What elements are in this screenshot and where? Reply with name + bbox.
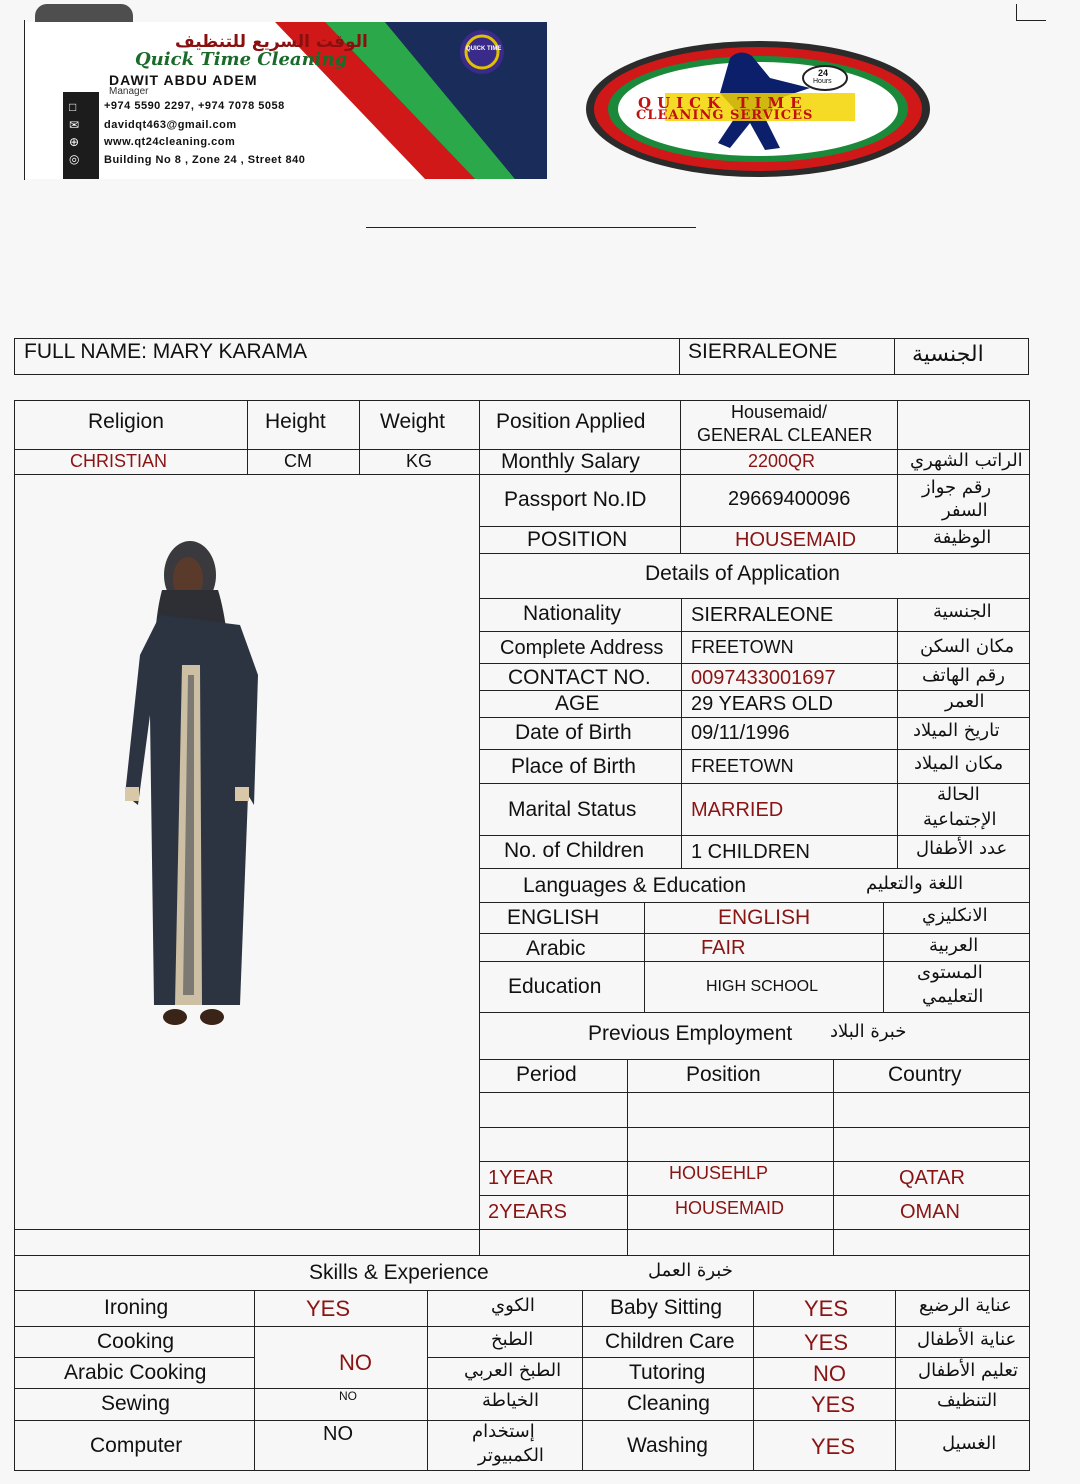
detail-ar: مكان السكن bbox=[920, 636, 1015, 657]
page-edge-corner-v bbox=[1016, 4, 1017, 20]
detail-value: FREETOWN bbox=[691, 637, 794, 657]
detail-ar: عدد الأطفال bbox=[916, 838, 1008, 859]
business-card-address: Building No 8 , Zone 24 , Street 840 bbox=[104, 154, 306, 166]
grid-line bbox=[14, 1229, 1030, 1230]
detail-label: Date of Birth bbox=[515, 721, 632, 744]
detail-value: 0097433001697 bbox=[691, 667, 836, 689]
grid-line bbox=[479, 598, 1030, 599]
skill-ar: الخياطة bbox=[482, 1390, 539, 1411]
skill-ar: عناية الرضيع bbox=[919, 1295, 1012, 1316]
languages-title-ar: اللغة والتعليم bbox=[866, 873, 964, 894]
header-divider bbox=[366, 227, 696, 228]
detail-ar-2: الإجتماعية bbox=[923, 809, 997, 830]
employment-period: 2YEARS bbox=[488, 1201, 567, 1223]
logo-hours-number: 24 bbox=[818, 68, 829, 78]
grid-line bbox=[680, 400, 681, 553]
skill-ar: التنظيف bbox=[937, 1390, 998, 1411]
position-applied-label: Position Applied bbox=[496, 410, 646, 433]
detail-value: 1 CHILDREN bbox=[691, 841, 810, 863]
grid-line bbox=[753, 1290, 754, 1470]
grid-line bbox=[14, 400, 15, 1471]
skill-ar-1: إستخدام bbox=[472, 1421, 535, 1442]
employment-position: HOUSEHLP bbox=[669, 1163, 769, 1183]
details-title: Details of Application bbox=[645, 562, 840, 585]
skill-value: YES bbox=[804, 1296, 849, 1321]
grid-line bbox=[14, 474, 1030, 475]
grid-line bbox=[479, 1092, 1030, 1093]
grid-line bbox=[897, 400, 898, 553]
grid-line bbox=[479, 933, 1030, 934]
employment-header-period: Period bbox=[516, 1063, 577, 1086]
salary-ar: الراتب الشهري bbox=[910, 450, 1023, 471]
languages-title: Languages & Education bbox=[523, 874, 747, 897]
business-card-website: www.qt24cleaning.com bbox=[104, 136, 236, 148]
grid-line bbox=[479, 631, 1030, 632]
grid-line bbox=[427, 1290, 428, 1470]
skill-label: Ironing bbox=[104, 1296, 169, 1319]
employment-country: OMAN bbox=[900, 1201, 960, 1223]
detail-value: 29 YEARS OLD bbox=[691, 693, 833, 715]
skill-ar: عناية الأطفال bbox=[917, 1329, 1017, 1350]
employment-title: Previous Employment bbox=[588, 1022, 793, 1045]
logo-line1: QUICK TIME bbox=[638, 94, 808, 112]
skill-label: Cooking bbox=[97, 1330, 175, 1353]
header-nationality-value: SIERRALEONE bbox=[688, 340, 838, 363]
grid-line bbox=[14, 1470, 1030, 1471]
grid-line bbox=[479, 1059, 1030, 1060]
skill-label: Children Care bbox=[605, 1330, 735, 1353]
detail-ar: مكان الميلاد bbox=[914, 753, 1004, 774]
grid-line bbox=[479, 1127, 1030, 1128]
skills-title: Skills & Experience bbox=[309, 1261, 489, 1284]
grid-line bbox=[14, 1388, 1030, 1389]
candidate-photo bbox=[120, 535, 260, 1030]
detail-label: No. of Children bbox=[504, 839, 645, 862]
language-label: ENGLISH bbox=[507, 906, 600, 929]
weight-label: Weight bbox=[380, 410, 445, 433]
religion-value: CHRISTIAN bbox=[70, 451, 168, 471]
religion-label: Religion bbox=[88, 410, 164, 433]
full-name: FULL NAME: MARY KARAMA bbox=[24, 340, 308, 363]
grid-line bbox=[627, 1059, 628, 1255]
passport-label: Passport No.ID bbox=[504, 488, 647, 511]
skill-ar: تعليم الأطفال bbox=[918, 1360, 1019, 1381]
skills-title-ar: خبرة العمل bbox=[648, 1260, 733, 1281]
detail-value: MARRIED bbox=[691, 799, 784, 821]
grid-line bbox=[247, 400, 248, 474]
language-value: FAIR bbox=[701, 937, 746, 959]
skill-ar: الطبخ العربي bbox=[464, 1360, 562, 1381]
education-value: HIGH SCHOOL bbox=[706, 978, 819, 995]
grid-line bbox=[479, 749, 1030, 750]
passport-ar-2: السفر bbox=[942, 500, 988, 521]
weight-value: KG bbox=[406, 451, 433, 471]
skill-label: Tutoring bbox=[629, 1361, 706, 1384]
skill-ar: الغسيل bbox=[942, 1433, 997, 1454]
phone-icon: □ bbox=[69, 100, 77, 114]
skill-value: YES bbox=[811, 1434, 856, 1459]
detail-ar: تاريخ الميلاد bbox=[913, 720, 1000, 741]
cell-divider bbox=[679, 338, 680, 375]
detail-ar: الجنسية bbox=[933, 601, 992, 622]
grid-line bbox=[359, 400, 360, 474]
grid-line bbox=[479, 902, 1030, 903]
detail-label: Marital Status bbox=[508, 798, 637, 821]
business-card-email: davidqt463@gmail.com bbox=[104, 119, 237, 131]
grid-line bbox=[14, 400, 1030, 401]
skill-ar: الكوي bbox=[491, 1295, 535, 1316]
detail-label: CONTACT NO. bbox=[508, 666, 651, 689]
email-icon: ✉ bbox=[69, 118, 80, 132]
cooking-value: NO bbox=[339, 1350, 372, 1375]
salary-label: Monthly Salary bbox=[501, 450, 640, 473]
detail-value: 09/11/1996 bbox=[691, 722, 790, 744]
skill-value: YES bbox=[306, 1296, 351, 1321]
grid-line bbox=[479, 1012, 1030, 1013]
grid-line bbox=[479, 663, 1030, 664]
grid-line bbox=[479, 1161, 1030, 1162]
grid-line bbox=[1029, 400, 1030, 1471]
skill-label: Washing bbox=[627, 1434, 708, 1457]
employment-period: 1YEAR bbox=[488, 1167, 554, 1189]
logo-hours-label: Hours bbox=[813, 78, 832, 85]
grid-line bbox=[14, 1357, 255, 1358]
position-applied-value-2: GENERAL CLEANER bbox=[697, 425, 873, 445]
header-nationality-ar: الجنسية bbox=[912, 342, 984, 367]
globe-icon: ⊕ bbox=[69, 135, 80, 149]
position-label: POSITION bbox=[527, 528, 628, 551]
position-ar: الوظيفة bbox=[933, 527, 992, 548]
height-value: CM bbox=[284, 451, 312, 471]
language-value: ENGLISH bbox=[718, 906, 811, 929]
company-logo bbox=[580, 38, 960, 180]
language-label: Arabic bbox=[526, 937, 586, 960]
business-card-company-name: Quick Time Cleaning bbox=[135, 49, 348, 70]
employment-header-position: Position bbox=[686, 1063, 761, 1086]
detail-value: SIERRALEONE bbox=[691, 604, 834, 626]
employment-country: QATAR bbox=[899, 1167, 965, 1189]
detail-ar-1: الحالة bbox=[937, 784, 980, 805]
business-card-arabic-name: الوقت السريع للتنظيف bbox=[175, 32, 368, 52]
grid-line bbox=[479, 835, 1030, 836]
grid-line bbox=[254, 1290, 255, 1470]
grid-line bbox=[681, 598, 682, 868]
education-ar-1: المستوى bbox=[917, 962, 983, 983]
skill-label: Sewing bbox=[101, 1392, 170, 1415]
grid-line bbox=[895, 1290, 896, 1470]
grid-line bbox=[427, 1357, 1030, 1358]
grid-line bbox=[479, 553, 1030, 554]
detail-label: AGE bbox=[555, 692, 600, 715]
employment-header-country: Country bbox=[888, 1063, 962, 1086]
grid-line bbox=[833, 1059, 834, 1255]
detail-ar: العمر bbox=[945, 691, 985, 712]
grid-line bbox=[479, 1195, 1030, 1196]
skill-label: Cleaning bbox=[627, 1392, 710, 1415]
location-icon: ◎ bbox=[69, 152, 80, 166]
cell-divider bbox=[894, 338, 895, 375]
grid-line bbox=[883, 902, 884, 1012]
position-applied-value-1: Housemaid/ bbox=[731, 402, 828, 422]
grid-line bbox=[14, 1290, 1030, 1291]
detail-ar: رقم الهاتف bbox=[922, 665, 1005, 686]
skill-value: NO bbox=[339, 1389, 357, 1403]
detail-value: FREETOWN bbox=[691, 756, 794, 776]
language-ar: العربية bbox=[929, 935, 979, 956]
detail-label: Complete Address bbox=[500, 637, 664, 659]
education-label: Education bbox=[508, 975, 602, 998]
skill-label: Baby Sitting bbox=[610, 1296, 723, 1319]
page-edge-corner bbox=[1016, 20, 1046, 21]
skill-ar: الطبخ bbox=[491, 1329, 534, 1350]
detail-label: Nationality bbox=[523, 602, 622, 625]
grid-line bbox=[644, 902, 645, 1012]
employment-title-ar: خبرة البلاد bbox=[830, 1021, 907, 1042]
height-label: Height bbox=[265, 410, 326, 433]
passport-ar-1: رقم جواز bbox=[922, 477, 992, 498]
grid-line bbox=[582, 1290, 583, 1470]
business-card-person-name: DAWIT ABDU ADEM bbox=[109, 72, 258, 88]
logo-line2: CLEANING SERVICES bbox=[636, 108, 814, 123]
position-value: HOUSEMAID bbox=[735, 529, 857, 551]
grid-line bbox=[479, 868, 1030, 869]
grid-line bbox=[14, 1326, 1030, 1327]
skill-ar-2: الكمبيوتر bbox=[478, 1445, 544, 1466]
business-card-badge-text: QUICK TIME bbox=[466, 46, 502, 52]
grid-line bbox=[479, 717, 1030, 718]
language-ar: الانكليزي bbox=[922, 905, 988, 926]
skill-value: NO bbox=[323, 1423, 353, 1445]
grid-line bbox=[897, 598, 898, 868]
business-card-phone: +974 5590 2297, +974 7078 5058 bbox=[104, 100, 285, 112]
education-ar-2: التعليمي bbox=[922, 986, 984, 1007]
skill-value: NO bbox=[813, 1361, 846, 1386]
skill-value: YES bbox=[804, 1330, 849, 1355]
skill-value: YES bbox=[811, 1392, 856, 1417]
employment-position: HOUSEMAID bbox=[675, 1198, 785, 1218]
grid-line bbox=[14, 1255, 1030, 1256]
passport-value: 29669400096 bbox=[728, 488, 851, 510]
detail-label: Place of Birth bbox=[511, 755, 636, 778]
business-card bbox=[25, 22, 547, 179]
skill-label: Computer bbox=[90, 1434, 183, 1457]
skill-label: Arabic Cooking bbox=[64, 1361, 207, 1384]
salary-value: 2200QR bbox=[748, 451, 816, 471]
business-card-role: Manager bbox=[109, 86, 149, 97]
